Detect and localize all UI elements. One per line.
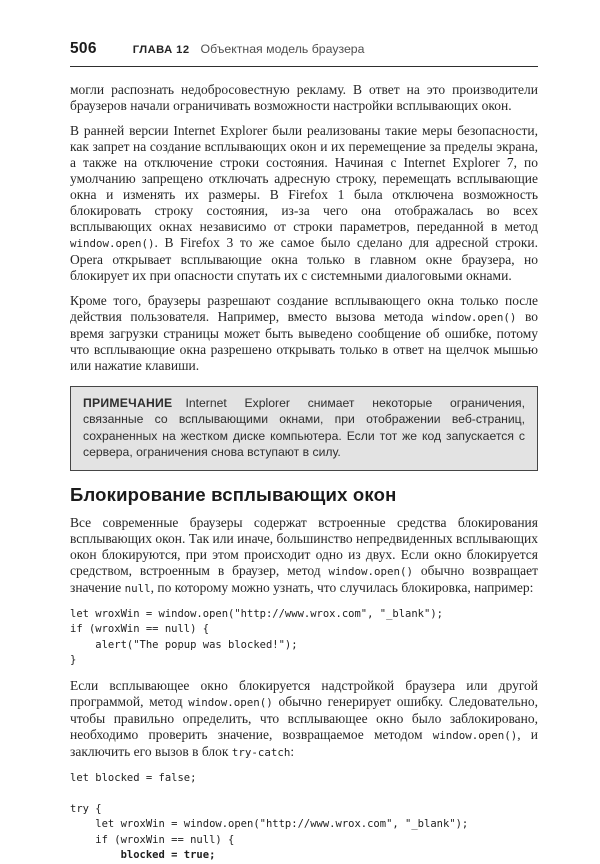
code-line: blocked = true; [70,849,216,862]
inline-code: window.open() [432,728,518,742]
code-block [70,771,538,864]
page-content [70,67,538,864]
paragraph [70,293,538,374]
note-text: Internet Explorer снимает некоторые ограничения, связанные со всплывающими окнами, при отображении веб-страниц, сохраненных на жестком диске компьютера. Если тот же код запускается с сервера, ограничения снова вступают в силу. [83,396,525,460]
paragraph [70,515,538,597]
text-run: . В Firefox 3 то же самое было сделано для адресной строки. Opera открывает всплывающие окна только в главном окне браузера, но блокирует их при опасности спутать их с системными диалоговыми окнами. [70,235,538,283]
text-run: во время загрузки страницы может быть выведено сообщение об ошибке, потому что всплывающие окна разрешено открывать только в ответ на щелчок мышью или нажатие клавиши. [70,309,538,373]
note-label: ПРИМЕЧАНИЕ [83,396,173,410]
section-heading: Блокирование всплывающих окон [70,483,397,505]
inline-code: window.open() [188,695,273,709]
code-line: if (wroxWin == null) { [70,833,235,846]
note-box [70,386,538,471]
code-line: alert("The popup was blocked!"); [70,638,298,651]
text-run: могли распознать недобросовестную рекламу. В ответ на это производители браузеров начали ограничивать возможности настройки всплывающих окон. [70,82,538,113]
code-line: if (wroxWin == null) { [70,623,210,636]
text-run: обычно возвращает значение [70,562,538,595]
code-line: try { [70,802,102,815]
paragraph [70,678,538,761]
inline-code: window.open() [328,564,414,578]
text-run: , и заключить его вызов в блок [70,726,538,759]
text-run: В ранней версии Internet Explorer были реализованы такие меры безопасности, как запрет на создание всплывающих окон и их перемещение за пределы экрана, а также на отключение строки состояния. Начиная с Internet Explorer 7, по умолчанию запрещено отключать адресную строку, перемещать всплывающие окна и изменять их размеры. В Firefox 1 была отключена возможность блокировать строку состояния, из-за чего она отображалась во всех всплывающих окнах независимо от строки параметров, переданной в метод [70,123,538,234]
text-run: , по которому можно узнать, что случилась блокировка, например: [150,579,534,595]
inline-code: try-catch [231,745,291,759]
code-block [70,607,538,669]
chapter-label: ГЛАВА 12 [132,44,190,56]
paragraph [70,123,538,284]
code-line: let blocked = false; [70,771,197,784]
text-run: Если всплывающее окно блокируется надстройкой браузера или другой программой, метод [70,677,538,709]
code-line: } [70,654,77,667]
text-run: Кроме того, браузеры разрешают создание всплывающего окна только после действия пользователя. Например, вместо вызова метода [70,293,538,324]
paragraph [70,82,538,114]
code-line: let wroxWin = window.open("http://www.wrox.com", "_blank"); [70,607,443,620]
chapter-title: Объектная модель браузера [200,42,365,56]
page-header [70,40,538,67]
code-line: let wroxWin = window.open("http://www.wrox.com", "_blank"); [70,818,469,831]
text-run: обычно генерирует ошибку. Следовательно, чтобы правильно определить, что всплывающее окно было заблокировано, необходимо проверить значение, возвращаемое методом [70,693,538,742]
page-number: 506 [70,40,97,57]
inline-code: window.open() [70,237,155,250]
inline-code: window.open() [431,311,517,324]
inline-code: null [124,581,151,595]
text-run: : [290,743,295,759]
text-run: Все современные браузеры содержат встроенные средства блокирования всплывающих окон. Так или иначе, большинство непредвиденных всплывающих окон блокируются, при этом происходит одно из двух. Если окно блокируется средством, встроенным в браузер, метод [70,514,538,578]
